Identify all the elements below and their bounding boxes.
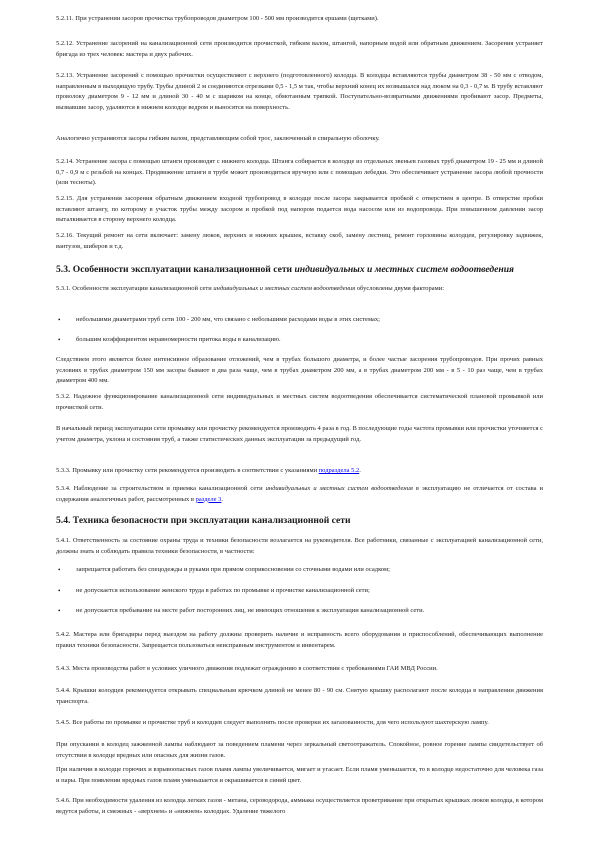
paragraph-5-3-3 (56, 466, 543, 477)
section-heading-5-3 (56, 264, 543, 276)
heading-5-3-text: 5.3. Особенности эксплуатации канализационной сети (56, 264, 295, 275)
paragraph-5-4-3: 5.4.3. Места производства работ в условиях уличного движения подлежат ограждению в соответствии с требованиями ГАИ МВД России. (56, 665, 438, 672)
p531-emphasis: индивидуальных и местных систем водоотведения (213, 285, 356, 292)
paragraph-flexible-shaft: Аналогично устраняются засоры гибким валом, представляющим собой трос, заключенный в спиральную оболочку. (56, 135, 380, 142)
p534-mid: в эксплуатацию не отличается от состава и содержания аналогичных работ, рассмотренных в (56, 485, 544, 503)
paragraph-5-2-12: 5.2.12. Устранение засорений на канализационной сети производится прочисткой, гибким валом, штангой, напорным водой или обратным движением. Засорения устраняет бригада из трех человек: мастера и двух рабочих. (56, 40, 543, 58)
p531-suffix: обусловлены двумя факторами: (355, 285, 445, 292)
paragraph-5-4-2: 5.4.2. Мастера или бригадиры перед выездом на работу должны проверить наличие и исправность всего оборудования и приспособлений, обеспечивающих выполнение правил техники безопасности. Запрещается пользоваться неисправным инструментом и инвентарем. (56, 631, 543, 649)
bullet-marker: • (58, 336, 61, 344)
p533-suffix: . (359, 467, 361, 474)
paragraph-5-2-13: 5.2.13. Устранение засорений с помощью прочистки осуществляют с верхнего (подготовленного) колодца. В колодцы вставляются трубы диаметром 38 - 50 мм с отводом, направленным в выходящую трубу. Трубы длиной 2 м соединяются отрезками 0,5 - 1,5 м так, чтобы верхний конец их возвышался над люком на 0,3 - 0,7 м. В трубу вставляют проволоку диаметром 9 - 12 мм и длиной 30 - 40 м с шариком на конце, обмотанным тряпкой. Поступательно-возвратными движениями пробивают засор. Предметы, вызвавшие засор, удаляются в нижнем колодце ведром и выносятся на поверхность. (56, 72, 543, 111)
link-section-3[interactable]: разделе 3 (195, 495, 222, 503)
paragraph-initial-period: В начальный период эксплуатации сети промывку или прочистку рекомендуется производить 4 раза в год. В последующие годы частота промывки или прочистки уточняется с учетом диаметра, уклона и состояния труб, а также статистических данных эксплуатации за предыдущий год. (56, 425, 543, 443)
bullet-marker: • (58, 607, 61, 615)
paragraph-5-2-15: 5.2.15. Для устранения засорения обратным движением входной трубопровод в колодце после засора закрывается пробкой с отверстием в центре. В отверстие пробки вставляют штангу, по которому в участок трубы между засором и пробкой под напором подается вода насосом или из водопровода. При повышенном давлении засор выталкивается в сторону верхнего колодца. (56, 195, 543, 224)
p534-text: 5.3.4. Наблюдение за строительством и приемка канализационной сети (56, 485, 266, 492)
list-item: не допускается пребывание на месте работ посторонних лиц, не имеющих отношения к эксплуатации канализационной сети. (76, 607, 425, 614)
bullet-marker: • (58, 587, 61, 595)
paragraph-5-3-2: 5.3.2. Надежное функционирование канализационной сети индивидуальных и местных систем водоотведения обеспечивается систематической плановой промывкой или прочисткой сети. (56, 393, 543, 411)
p531-text: 5.3.1. Особенности эксплуатации канализационной сети (56, 285, 214, 292)
bullet-marker: • (58, 566, 61, 574)
paragraph-gas-presence: При наличии в колодце горючих и взрывоопасных газов пламя лампы увеличивается, мигает и угасает. Если пламя уменьшается, то в колодце недостаточно для человека газа и пары. При появлении вредных газов пламя уменьшается и окрашивается в синий цвет. (56, 766, 543, 784)
paragraph-5-3-4 (56, 484, 543, 505)
paragraph-5-4-5: 5.4.5. Все работы по промывке и прочистке труб и колодцев следует выполнять после проверки их загазованности, для чего используют шахтерскую лампу. (56, 719, 489, 726)
section-heading-5-4: 5.4. Техника безопасности при эксплуатации канализационной сети (56, 515, 351, 526)
list-item: не допускается использование женского труда в работах по промывке и прочистке канализационной сети; (76, 587, 370, 594)
paragraph-5-4-4: 5.4.4. Крышки колодцев рекомендуется открывать специальным крючком длиной не менее 80 - 90 см. Снятую крышку располагают после колодца в направлении движения транспорта. (56, 687, 543, 705)
paragraph-consequence: Следствием этого является более интенсивное образование отложений, чем в трубах большого диаметра, и более частые засорения трубопроводов. При прочих равных условиях в трубах диаметром 150 мм засоры бывают в два раза чаще, чем в трубах диаметром 200 мм, а в трубах диаметром 200 мм - в 5 - 10 раз чаще, чем в трубах диаметром 400 мм. (56, 356, 543, 385)
list-item: небольшими диаметрами труб сети 100 - 200 мм, что связано с небольшими расходами воды в этих системах; (76, 316, 380, 323)
paragraph-5-2-11: 5.2.11. При устранении засоров прочистка трубопроводов диаметром 100 - 500 мм производится ершами (щетками). (56, 15, 379, 22)
p533-text: 5.3.3. Промывку или прочистку сети рекомендуется производить в соответствии с указаниями (56, 467, 319, 474)
paragraph-5-2-16: 5.2.16. Текущий ремонт на сети включает: замену люков, верхних и нижних крышек, вставку скоб, замену лестниц, ремонт горловины колодцев, регулировку задвижек, вантузов, шиберов и т.д. (56, 232, 543, 250)
heading-5-3-emphasis: индивидуальных и местных систем водоотведения (294, 264, 514, 275)
bullet-marker: • (58, 316, 61, 324)
paragraph-5-4-1: 5.4.1. Ответственность за состояние охраны труда и техники безопасности возлагается на руководителя. Все работники, связанные с эксплуатацией канализационной сети, должны знать и соблюдать правила техники безопасности, в частности: (56, 537, 543, 555)
list-item: большим коэффициентом неравномерности притока воды в канализацию. (76, 336, 281, 343)
paragraph-lamp-lowering: При опускании в колодец зажженной лампы наблюдают за поведением пламени через зеркальный светоотражатель. Спокойное, ровное горение лампы свидетельствует об отсутствии в колодце вредных или опасных для жизни газов. (56, 741, 543, 759)
p534-emphasis: индивидуальных и местных систем водоотведения (265, 485, 413, 492)
paragraph-5-4-6: 5.4.6. При необходимости удаления из колодца легких газов - метана, сероводорода, аммиака осуществляется проветривание при открытых крышках люков колодца, в котором ведутся работы, и смежных - «верхнем» и «нижнем» колодцах. Удаление тяжелого (56, 797, 543, 815)
paragraph-5-3-1 (56, 284, 543, 295)
p534-suffix: . (221, 495, 224, 503)
list-item: запрещается работать без спецодежды и руками при прямом соприкосновении со сточными водами или осадком; (76, 566, 390, 573)
paragraph-5-2-14: 5.2.14. Устранение засора с помощью штанги производят с нижнего колодца. Штанга собирается в колодце из отдельных звеньев газовых труб диаметром 19 - 25 мм и длиной 0,7 - 0,9 м с резьбой на концах. Продвижение штанги в трубе может производиться вручную или с помощью лебедки. Это обеспечивает устранение засора любой прочности (или тесноты). (56, 158, 543, 187)
link-subsection-5-2[interactable]: подраздела 5.2 (318, 467, 360, 474)
